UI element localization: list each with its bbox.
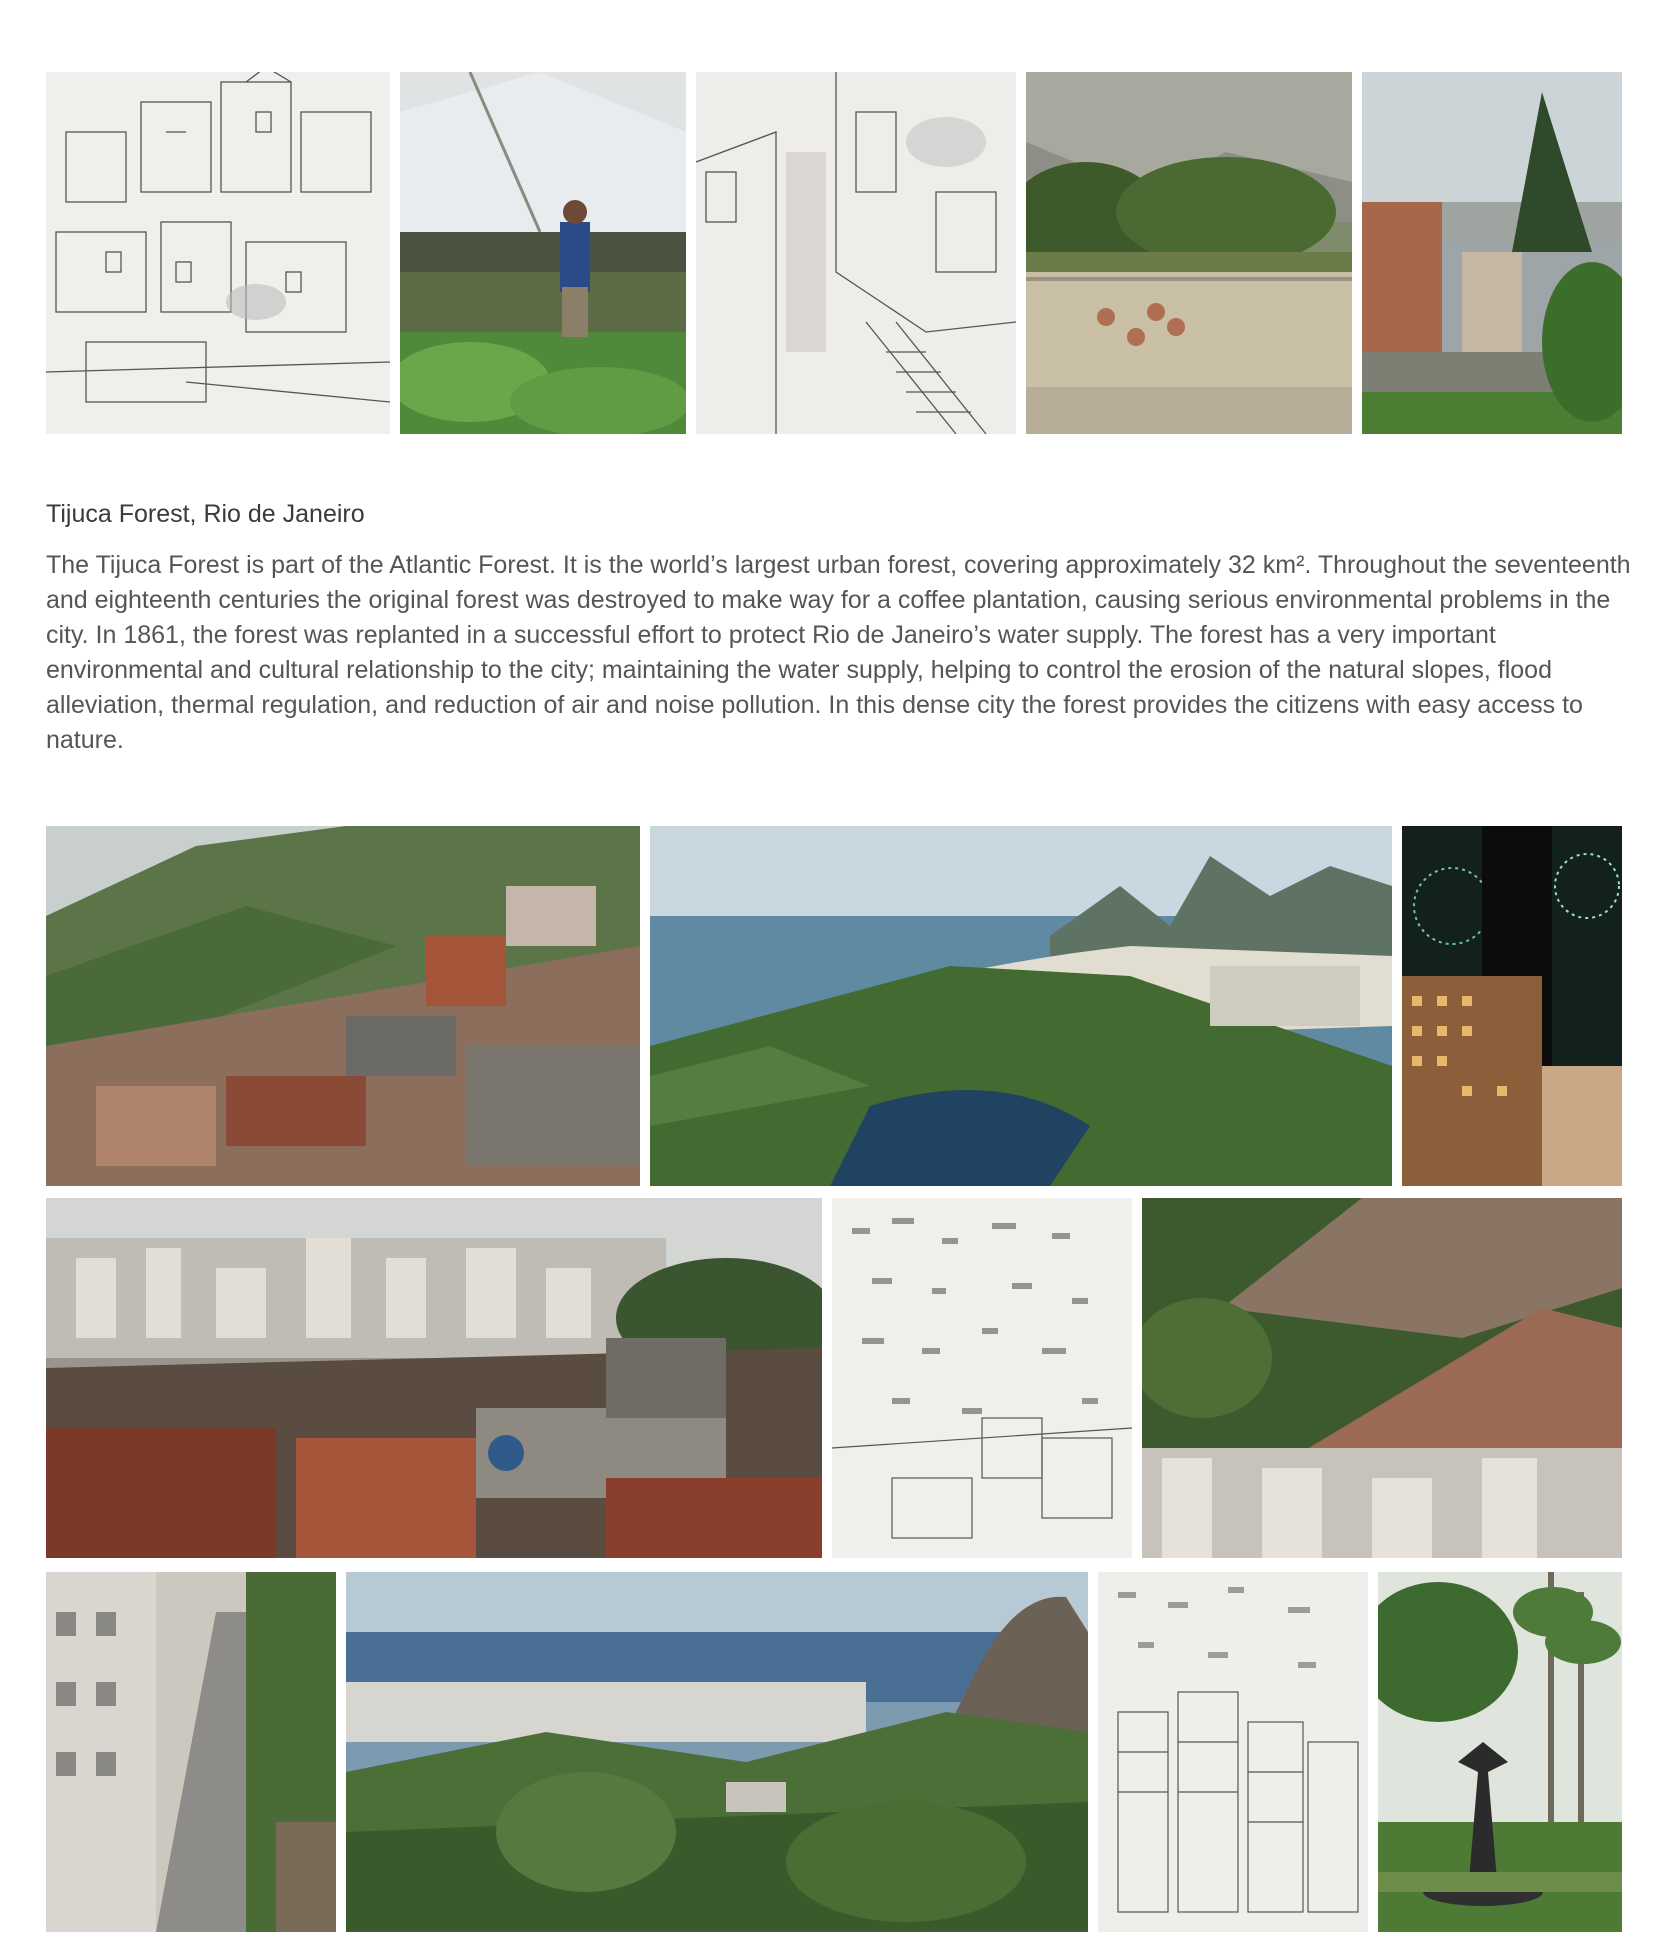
photo-rock-favela-forest bbox=[1142, 1198, 1622, 1558]
photo-hillside-houses-tree bbox=[1362, 72, 1622, 434]
section-body: The Tijuca Forest is part of the Atlantic Forest. It is the world’s largest urban forest, covering approximately 32 km². Throughout the seventeenth and eighteenth centuries the original forest was destroyed to make way for a coffee plantation, causing serious environmental problems in the city. In 1861, the forest was replanted in a successful effort to protect Rio de Janeiro’s water supply. The forest has a very important environmental and cultural relationship to the city; maintaining the water supply, helping to control the erosion of the natural slopes, flood alleviation, thermal regulation, and reduction of air and noise pollution. In this dense city the forest provides the citizens with easy access to nature. bbox=[46, 551, 1631, 754]
photo-woman-greenhouse bbox=[400, 72, 686, 434]
photo-children-swimming-pool bbox=[1026, 72, 1352, 434]
sketch-stairway-alley bbox=[696, 72, 1016, 434]
photo-forest-overlook-city bbox=[346, 1572, 1088, 1932]
photo-copacabana-aerial bbox=[650, 826, 1392, 1186]
photo-stairway-street bbox=[46, 1572, 336, 1932]
sketch-city-buildings bbox=[1098, 1572, 1368, 1932]
photo-favela-rooftops-city bbox=[46, 1198, 822, 1558]
sketch-favela-houses bbox=[46, 72, 390, 434]
photo-fireworks-night-city bbox=[1402, 826, 1622, 1186]
photo-park-fountain-palms bbox=[1378, 1572, 1622, 1932]
sketch-favela-hillside bbox=[832, 1198, 1132, 1558]
section-title: Tijuca Forest, Rio de Janeiro bbox=[46, 500, 365, 528]
photo-favela-fog-hillside bbox=[46, 826, 640, 1186]
